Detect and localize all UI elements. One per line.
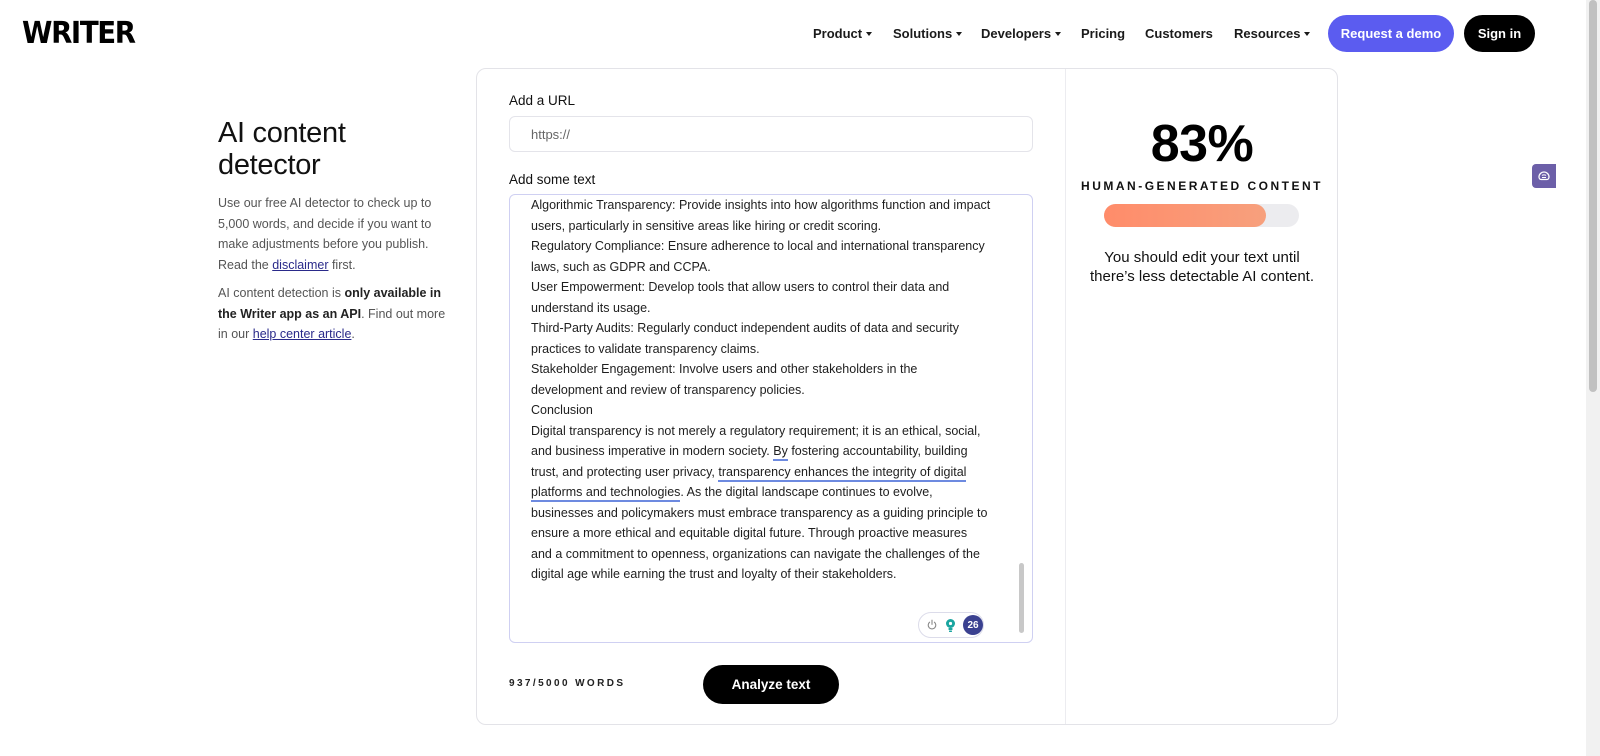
nav-resources[interactable]: Resources [1234,26,1310,41]
grammar-assistant-pill[interactable] [918,612,984,638]
score-label: HUMAN-GENERATED CONTENT [1081,179,1323,193]
nav-product[interactable]: Product [813,26,872,41]
detector-card [476,68,1338,725]
suggestion-underline[interactable]: transparency enhances the integrity of digital platforms and technologies [531,465,966,503]
page-title: AI content detector [218,117,346,181]
intro-section [218,117,458,345]
word-count: 937/5000 WORDS [509,678,626,689]
text-content [531,195,991,585]
conclusion-paragraph: Digital transparency is not merely a regulatory requirement; it is an ethical, social, and business imperative in modern society. By fostering accountability, building trust, and protecting user privacy, transparency enhances the integrity of digital platforms and technologies. As the digital landscape continues to evolve, businesses and policymakers must embrace transparency as a guiding principle to ensure a more ethical and equitable digital future. Through proactive measures and a commitment to openness, organizations can navigate the challenges of the digital age while earning the trust and loyalty of their stakeholders. [531,423,988,581]
writer-logo[interactable]: WRITER [22,16,135,51]
textarea-scrollbar[interactable] [1019,563,1024,633]
result-advice: You should edit your text until there’s less detectable AI content. [1089,249,1315,285]
score-progress-bar [1104,204,1299,227]
nav-pricing[interactable]: Pricing [1081,26,1126,41]
analyze-text-button[interactable]: Analyze text [703,665,839,704]
intro-api-note: AI content detection is only available in the Writer app as an API. Find out more in our help center article. [218,286,446,341]
text-line: Stakeholder Engagement: Involve users and other stakeholders in the development and review of transparency policies. [531,362,918,397]
url-input[interactable] [509,116,1033,152]
page-scrollbar[interactable] [1586,0,1600,756]
nav-customers[interactable]: Customers [1145,26,1213,41]
side-widget-button[interactable] [1532,164,1556,188]
chevron-down-icon [1055,32,1061,36]
request-demo-button[interactable]: Request a demo [1328,15,1454,52]
url-label: Add a URL [509,93,576,108]
brain-icon [1536,168,1552,184]
disclaimer-link[interactable]: disclaimer [272,257,329,272]
detection-score: 83% [1150,115,1254,173]
suggestion-count-badge[interactable]: 26 [963,615,983,635]
sign-in-button[interactable]: Sign in [1464,15,1535,52]
chevron-down-icon [1304,32,1310,36]
nav-developers[interactable]: Developers [981,26,1061,41]
nav-solutions[interactable]: Solutions [893,26,962,41]
site-header [0,0,1568,68]
chevron-down-icon [956,32,962,36]
suggestion-underline[interactable]: By [773,444,788,461]
power-icon[interactable] [926,619,938,631]
text-line: Third-Party Audits: Regularly conduct independent audits of data and security practices to validate transparency claims. [531,321,960,356]
text-line: Conclusion [531,403,593,417]
score-progress-fill [1104,204,1266,227]
text-input-area[interactable] [509,194,1033,643]
chevron-down-icon [866,32,872,36]
page-scrollbar-thumb[interactable] [1589,0,1597,392]
intro-description: Use our free AI detector to check up to 5,000 words, and decide if you want to make adjustments before you publish. Read the disclaimer first. [218,196,432,272]
text-line: Regulatory Compliance: Ensure adherence to local and international transparency laws, such as GDPR and CCPA. [531,239,985,274]
help-center-link[interactable]: help center article [252,327,352,341]
text-line: User Empowerment: Develop tools that allow users to control their data and understand its usage. [531,280,950,315]
text-line: Algorithmic Transparency: Provide insights into how algorithms function and impact users, particularly in sensitive areas like hiring or credit scoring. [531,198,991,233]
text-label: Add some text [509,172,596,187]
lightbulb-icon[interactable] [944,618,957,633]
